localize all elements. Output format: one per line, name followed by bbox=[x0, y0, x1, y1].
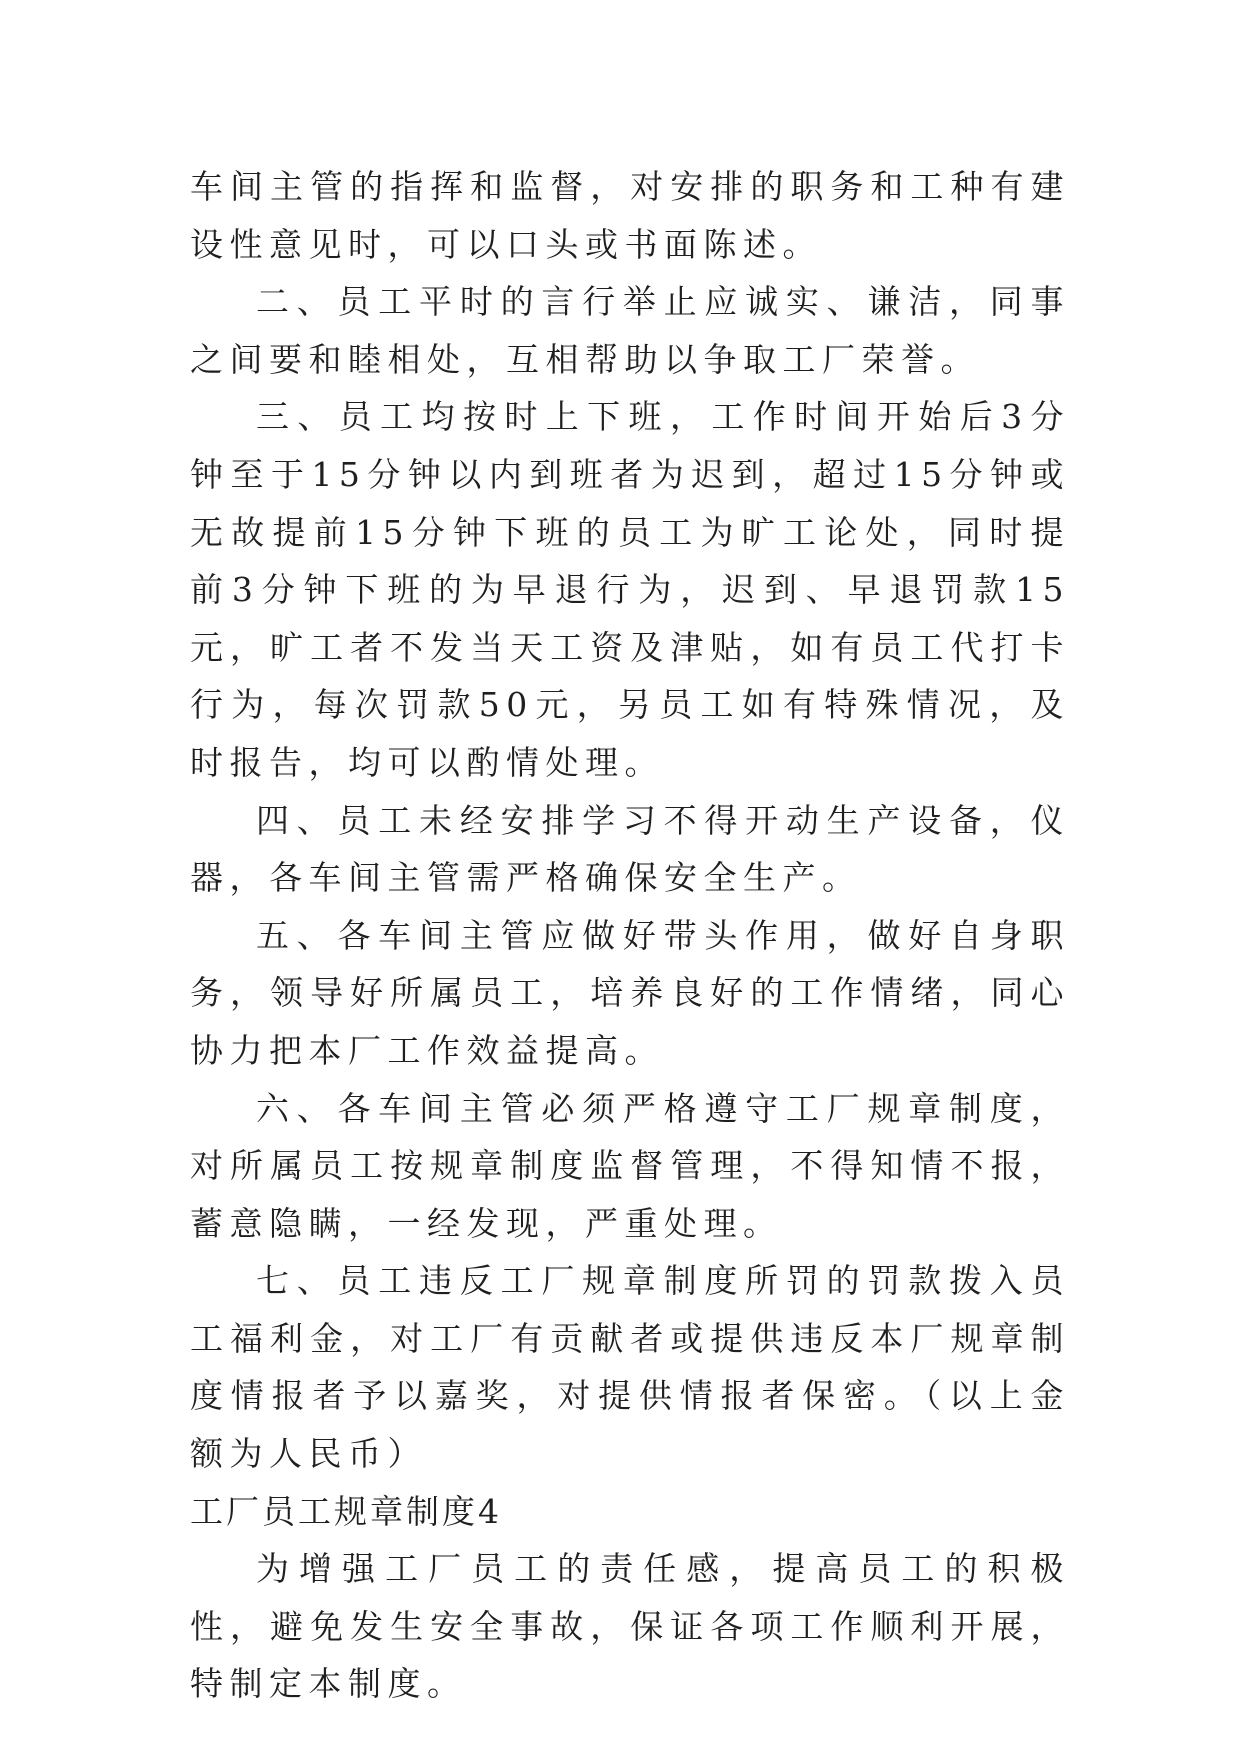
paragraph-rule-7: 七、员工违反工厂规章制度所罚的罚款拨入员工福利金，对工厂有贡献者或提供违反本厂规章制度情报者予以嘉奖，对提供情报者保密。（以上金额为人民币） bbox=[190, 1261, 1070, 1474]
paragraph-rule-6: 六、各车间主管必须严格遵守工厂规章制度，对所属员工按规章制度监督管理，不得知情不报，蓄意隐瞒，一经发现，严重处理。 bbox=[190, 1088, 1070, 1243]
paragraph-rule-4: 四、员工未经安排学习不得开动生产设备，仪器，各车间主管需严格确保安全生产。 bbox=[190, 800, 1070, 898]
paragraph-intro: 为增强工厂员工的责任感，提高员工的积极性，避免发生安全事故，保证各项工作顺利开展，特制定本制度。 bbox=[190, 1549, 1070, 1704]
paragraph-continuation: 车间主管的指挥和监督，对安排的职务和工种有建设性意见时，可以口头或书面陈述。 bbox=[190, 167, 1070, 264]
paragraph-rule-5: 五、各车间主管应做好带头作用，做好自身职务，领导好所属员工，培养良好的工作情绪，同心协力把本厂工作效益提高。 bbox=[190, 915, 1070, 1070]
paragraph-rule-2: 二、员工平时的言行举止应诚实、谦洁，同事之间要和睦相处，互相帮助以争取工厂荣誉。 bbox=[190, 282, 1070, 379]
paragraph-rule-3: 三、员工均按时上下班，工作时间开始后3分钟至于15分钟以内到班者为迟到，超过15分钟或无故提前15分钟下班的员工为旷工论处，同时提前3分钟下班的为早退行为，迟到、早退罚款15元，旷工者不发当天工资及津贴，如有员工代打卡行为，每次罚款50元，另员工如有特殊情况，及时报告，均可以酌情处理。 bbox=[190, 397, 1070, 782]
section-heading: 工厂员工规章制度4 bbox=[190, 1491, 502, 1531]
document-body bbox=[190, 158, 1070, 1713]
